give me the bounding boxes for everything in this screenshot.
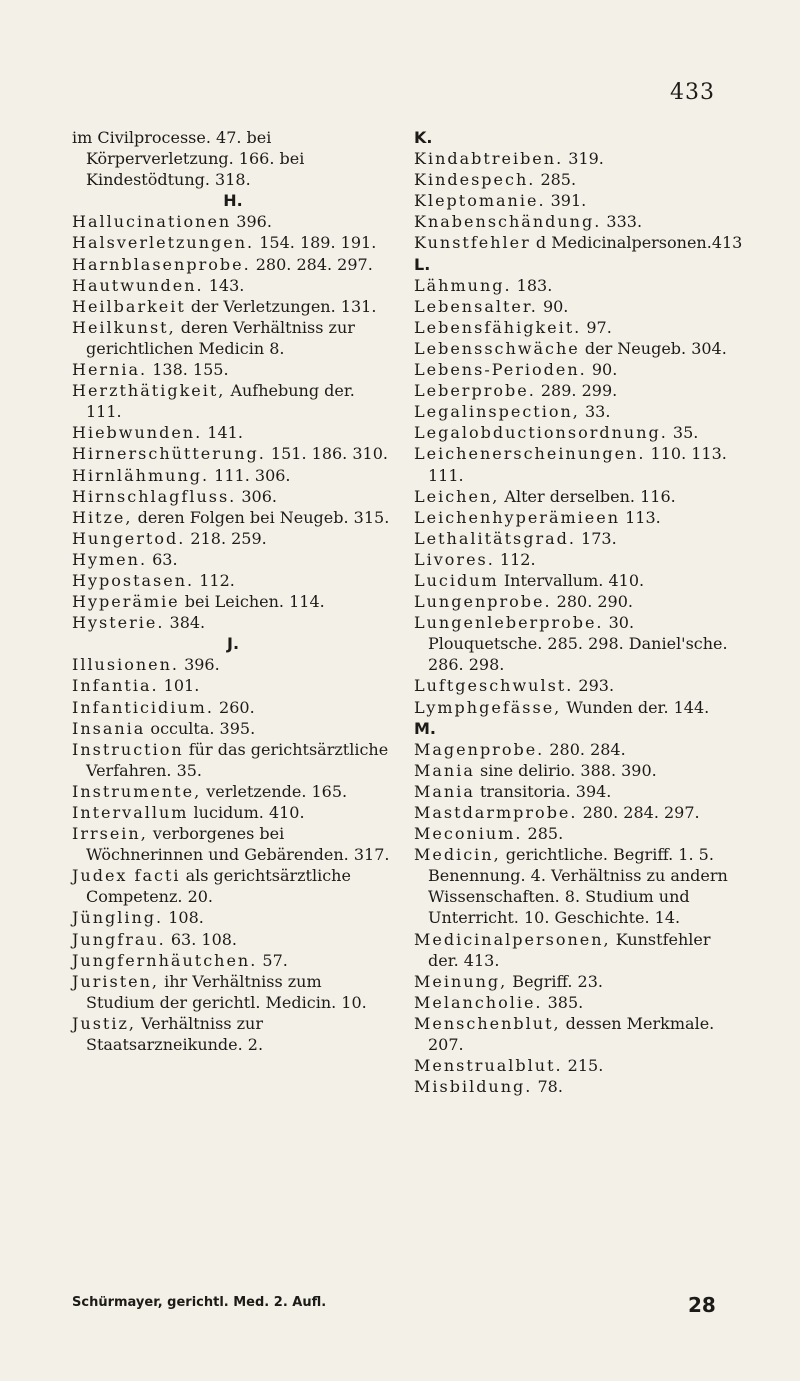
index-keyword: Hymen. — [72, 549, 148, 569]
index-keyword: Meinung, — [414, 971, 508, 991]
index-entry — [414, 401, 744, 422]
index-keyword: Lungenprobe. — [414, 592, 552, 612]
index-keyword: Menschenblut, — [414, 1013, 561, 1033]
index-entry — [414, 739, 744, 760]
index-references: 63. 108. — [165, 929, 238, 949]
index-references: Wunden der. 144. — [561, 697, 710, 717]
index-entry — [414, 675, 744, 696]
index-entry — [72, 929, 394, 950]
index-entry — [414, 802, 744, 823]
index-entry — [72, 823, 394, 865]
index-entry — [414, 338, 744, 359]
index-references: 111. 306. — [209, 465, 291, 485]
index-entry — [72, 317, 394, 359]
index-entry — [72, 675, 394, 696]
index-keyword: Leichenhyperämieen — [414, 507, 621, 527]
index-keyword: Irrsein, — [72, 824, 148, 844]
index-entry — [414, 507, 744, 528]
index-references: d Medicinalpersonen.413 — [530, 233, 743, 253]
index-references: dessen Merkmale. 207. — [428, 1013, 715, 1055]
index-keyword: Jüngling. — [72, 908, 164, 928]
index-keyword: Illusionen. — [72, 655, 179, 675]
index-keyword: Kindespech. — [414, 170, 536, 190]
index-entry — [72, 781, 394, 802]
index-references: 90. — [537, 296, 569, 316]
index-entry — [72, 254, 394, 275]
index-keyword: Hypostasen. — [72, 570, 195, 590]
index-entry — [72, 443, 394, 464]
index-entry — [72, 422, 394, 443]
index-references: 110. 113. 111. — [428, 444, 727, 485]
index-entry — [414, 296, 744, 317]
index-entry — [414, 823, 744, 844]
index-entry — [414, 1013, 744, 1055]
index-references: lucidum. 410. — [188, 803, 305, 822]
index-entry — [72, 739, 394, 781]
printer-signature-mark: 28 — [688, 1293, 716, 1317]
index-references: 280. 284. 297. — [250, 254, 373, 274]
index-entry — [414, 612, 744, 675]
index-keyword: Hirnlähmung. — [72, 465, 210, 485]
index-references: 285. — [535, 170, 577, 190]
index-references: 333. — [601, 212, 643, 232]
index-references: 138. 155. — [147, 360, 229, 380]
index-references: 151. 186. 310. — [265, 444, 388, 464]
index-keyword: Leichenerscheinungen. — [414, 444, 646, 464]
index-keyword: Halsverletzungen. — [72, 233, 255, 253]
index-keyword: Hungertod. — [72, 528, 186, 548]
index-entry — [414, 443, 744, 485]
index-entry — [414, 570, 744, 591]
index-references: Verhältniss zur Staatsarzneikunde. 2. — [86, 1013, 264, 1055]
index-keyword: Juristen, — [72, 971, 159, 991]
index-keyword: Lähmung. — [414, 275, 512, 295]
index-references: deren Folgen bei Neugeb. 315. — [132, 507, 390, 527]
index-references: 306. — [236, 486, 277, 506]
index-keyword: Magenprobe. — [414, 739, 545, 759]
index-entry — [72, 718, 394, 739]
index-entry — [72, 1013, 394, 1055]
section-letter: M. — [414, 718, 436, 738]
index-keyword: Kunstfehler — [414, 233, 531, 253]
page-number: 433 — [670, 80, 715, 105]
index-entry — [72, 570, 394, 591]
index-keyword: Mania — [414, 760, 475, 780]
index-references: 285. — [522, 824, 564, 844]
index-references: 154. 189. 191. — [254, 233, 377, 253]
index-keyword: Lebensalter. — [414, 296, 538, 316]
index-entry — [72, 865, 394, 907]
index-keyword: Harnblasenprobe. — [72, 254, 251, 274]
index-keyword: Melancholie. — [414, 992, 543, 1012]
index-keyword: Hautwunden. — [72, 275, 204, 295]
index-references: der Verletzungen. 131. — [185, 296, 377, 316]
index-keyword: Herzthätigkeit, — [72, 381, 226, 401]
index-keyword: Kleptomanie. — [414, 191, 546, 211]
index-entry — [414, 148, 744, 169]
index-keyword: Hernia. — [72, 360, 148, 380]
index-references: 396. — [178, 655, 220, 675]
index-references: 113. — [620, 507, 661, 527]
index-keyword: Knabenschändung. — [414, 212, 602, 232]
index-references: 97. — [581, 317, 612, 337]
index-keyword: Mania — [414, 781, 475, 801]
section-letter: J. — [226, 634, 240, 654]
index-references: 215. — [562, 1056, 604, 1076]
index-keyword: Lethalitätsgrad. — [414, 528, 576, 548]
index-references: 78. — [532, 1077, 563, 1097]
index-entry — [414, 929, 744, 971]
index-references: Alter derselben. 116. — [499, 486, 676, 506]
index-keyword: Medicinalpersonen, — [414, 929, 611, 949]
index-keyword: Legalinspection, — [414, 402, 580, 422]
index-references: 112. — [494, 549, 536, 569]
index-keyword: Judex facti — [72, 866, 181, 886]
index-references: 90. — [586, 360, 618, 380]
index-keyword: Intervallum — [72, 803, 189, 822]
index-references: 33. — [579, 402, 611, 422]
index-keyword: Lucidum — [414, 570, 499, 590]
index-entry — [414, 211, 744, 232]
index-entry — [72, 486, 394, 507]
index-keyword: Lymphgefässe, — [414, 697, 562, 717]
index-references: deren Verhältniss zur gerichtlichen Medicin 8. — [86, 317, 355, 358]
index-entry — [414, 232, 744, 253]
index-references: 108. — [163, 908, 204, 928]
index-entry — [72, 507, 394, 528]
index-references: als gerichtsärztliche Competenz. 20. — [86, 866, 351, 907]
index-keyword: Instruction — [72, 739, 184, 759]
index-references: 30. Plouquetsche. 285. 298. Daniel'sche. 286. 298. — [428, 613, 728, 675]
index-keyword: Hirnschlagfluss. — [72, 486, 237, 506]
index-references: 385. — [542, 992, 584, 1012]
index-references: im Civilprocesse. 47. bei Körperverletzung. 166. bei Kindestödtung. 318. — [72, 128, 305, 190]
index-keyword: Hysterie. — [72, 613, 165, 633]
index-references: 384. — [164, 613, 206, 633]
index-keyword: Leberprobe. — [414, 381, 536, 401]
index-references: 391. — [545, 191, 587, 211]
index-references: 143. — [203, 275, 245, 295]
index-entry — [72, 697, 394, 718]
index-entry — [414, 190, 744, 211]
index-entry — [414, 380, 744, 401]
index-keyword: Misbildung. — [414, 1077, 533, 1097]
index-keyword: Menstrualblut. — [414, 1056, 563, 1076]
index-entry — [414, 422, 744, 443]
index-entry — [414, 275, 744, 296]
index-references: 280. 284. — [544, 739, 626, 759]
index-entry — [414, 1055, 744, 1076]
index-entry — [414, 781, 744, 802]
index-entry — [72, 296, 394, 317]
index-entry — [72, 907, 394, 928]
index-keyword: Hallucinationen — [72, 212, 232, 232]
index-entry — [414, 971, 744, 992]
index-references: 289. 299. — [535, 381, 618, 401]
index-references: 319. — [563, 149, 604, 169]
footer-publisher-line: Schürmayer, gerichtl. Med. 2. Aufl. — [72, 1295, 327, 1310]
index-entry — [414, 760, 744, 781]
index-entry — [72, 211, 394, 232]
index-keyword: Infantia. — [72, 676, 159, 696]
index-references: 183. — [511, 275, 553, 295]
index-references: für das gerichtsärztliche Verfahren. 35. — [86, 739, 389, 780]
right-index-column — [414, 127, 744, 1097]
index-references: Aufhebung der. 111. — [86, 381, 355, 422]
index-entry — [414, 359, 744, 380]
index-entry — [72, 612, 394, 633]
index-entry — [414, 844, 744, 928]
index-references: bei Leichen. 114. — [179, 592, 325, 612]
index-keyword: Legalobductionsordnung. — [414, 423, 668, 443]
index-references: transitoria. 394. — [474, 781, 612, 801]
index-keyword: Lebensschwäche — [414, 338, 580, 358]
index-entry — [414, 169, 744, 190]
index-keyword: Heilbarkeit — [72, 296, 186, 316]
index-entry — [72, 359, 394, 380]
index-references: 173. — [575, 528, 617, 548]
index-references: Kunstfehler der. 413. — [428, 929, 711, 970]
index-keyword: Justiz, — [72, 1013, 136, 1033]
index-references: ihr Verhältniss zum Studium der gerichtl. Medicin. 10. — [86, 971, 367, 1012]
index-references: 63. — [147, 549, 178, 569]
index-entry — [72, 549, 394, 570]
section-letter: H. — [223, 191, 243, 211]
index-entry — [414, 528, 744, 549]
index-keyword: Mastdarmprobe. — [414, 803, 578, 822]
index-entry — [414, 697, 744, 718]
index-references: sine delirio. 388. 390. — [474, 760, 657, 780]
index-entry — [72, 465, 394, 486]
index-keyword: Instrumente, — [72, 781, 202, 801]
index-entry — [414, 317, 744, 338]
index-keyword: Lebens-Perioden. — [414, 360, 587, 380]
index-keyword: Hyperämie — [72, 592, 180, 612]
index-entry — [72, 802, 394, 823]
index-keyword: Luftgeschwulst. — [414, 676, 574, 696]
index-references: der Neugeb. 304. — [579, 338, 727, 358]
index-references: 35. — [667, 423, 699, 443]
index-entry — [72, 950, 394, 971]
index-keyword: Leichen, — [414, 486, 500, 506]
index-entry — [414, 1076, 744, 1097]
index-keyword: Jungfrau. — [72, 929, 166, 949]
index-references: verborgenes bei Wöchnerinnen und Gebärenden. 317. — [86, 824, 390, 865]
index-entry — [414, 992, 744, 1013]
index-keyword: Livores. — [414, 549, 495, 569]
index-references: verletzende. 165. — [201, 781, 348, 801]
index-entry — [72, 591, 394, 612]
index-keyword: Hiebwunden. — [72, 423, 203, 443]
index-keyword: Medicin, — [414, 845, 501, 865]
index-entry — [72, 654, 394, 675]
index-references: gerichtliche. Begriff. 1. 5. Benennung. 4. Verhältniss zu andern Wissenschaften. 8. Studium und Unterricht. 10. Geschichte. 14. — [428, 845, 728, 928]
index-keyword: Heilkunst, — [72, 317, 176, 337]
index-references: 260. — [213, 697, 255, 717]
index-keyword: Hitze, — [72, 507, 133, 527]
index-references: 396. — [231, 212, 272, 232]
index-references: 218. 259. — [185, 528, 267, 548]
index-references: 280. 290. — [551, 592, 633, 612]
index-entry — [72, 127, 394, 190]
index-references: 57. — [257, 950, 288, 970]
index-keyword: Lungenleberprobe. — [414, 613, 604, 633]
index-entry — [414, 486, 744, 507]
index-keyword: Insania — [72, 718, 146, 738]
index-keyword: Infanticidium. — [72, 697, 214, 717]
index-keyword: Lebensfähigkeit. — [414, 317, 582, 337]
index-entry — [72, 275, 394, 296]
index-keyword: Hirnerschütterung. — [72, 444, 266, 464]
index-references: occulta. 395. — [145, 718, 256, 738]
index-references: 141. — [202, 423, 243, 443]
index-entry — [72, 380, 394, 422]
section-letter: K. — [414, 128, 433, 147]
index-keyword: Kindabtreiben. — [414, 149, 564, 169]
index-keyword: Jungfernhäutchen. — [72, 950, 258, 970]
section-letter: L. — [414, 254, 431, 274]
index-references: 112. — [194, 570, 235, 590]
index-entry — [72, 971, 394, 1013]
index-references: 101. — [158, 676, 200, 696]
index-entry — [72, 528, 394, 549]
index-references: Begriff. 23. — [507, 971, 603, 991]
index-entry — [72, 232, 394, 253]
index-entry — [414, 549, 744, 570]
index-references: 293. — [573, 676, 615, 696]
index-keyword: Meconium. — [414, 824, 523, 844]
index-entry — [414, 591, 744, 612]
left-index-column — [72, 127, 394, 1055]
index-references: 280. 284. 297. — [577, 803, 700, 822]
index-references: Intervallum. 410. — [498, 570, 645, 590]
